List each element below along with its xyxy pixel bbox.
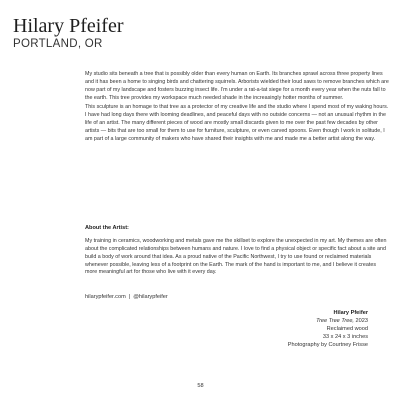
website-link[interactable]: hilarypfeifer.com (85, 294, 126, 300)
about-heading: About the Artist: (85, 225, 129, 231)
caption-dimensions: 33 x 24 x 3 inches (322, 334, 368, 341)
artist-name: Hilary Pfeifer (13, 15, 124, 37)
caption-photo-credit: Photography by Courtney Frisse (287, 342, 368, 349)
caption-material: Reclaimed wood (326, 326, 368, 333)
artist-statement (85, 71, 389, 144)
page-header (13, 15, 124, 50)
artist-location: PORTLAND, OR (13, 38, 103, 50)
social-handle[interactable]: @hilarypfeifer (133, 294, 168, 300)
caption-title: Tree Tree Tree, (316, 318, 354, 325)
contact-separator: | (128, 294, 131, 300)
statement-paragraph: This sculpture is an homage to that tree as a protector of my creative life and the studio where I spend most of my waking hours. I have had long days there with looming deadlines, and peaceful days with no outside concerns — not an unusual rhythm in the life of an artist. The many different pieces of wood are mostly small discards given to me over the past few decades by other artists — bits that are too small for them to use for furniture, sculpture, or even carved spoons. Even though I work in solitude, I am part of a large community of makers who have shared their insights with me and made me a better artist along the way. (85, 104, 389, 142)
contact-line (85, 294, 168, 300)
bio-paragraph: My training in ceramics, woodworking and metals gave me the skillset to explore the unexpected in my art. My themes are often about the complicated relationships between humans and nature. I love to find a physical object or specific fact about a site and build a body of work around that idea. As a proud native of the Pacific Northwest, I try to use found or reclaimed materials whenever possible, leaving less of a footprint on the Earth. The mark of the hand is important to me, and I believe it creates more meaningful art for those who live with it every day. (85, 238, 387, 276)
artist-bio (85, 238, 389, 277)
caption-artist: Hilary Pfeifer (333, 310, 368, 316)
caption-year: 2023 (355, 318, 368, 325)
caption-title-line (288, 317, 368, 325)
statement-paragraph: My studio sits beneath a tree that is possibly older than every human on Earth. Its branches sprawl across three property lines and it has been a home to singing birds and chattering squirrels. Arborists wielded their loud saws to remove branches which are now part of my landscape and fosters buzzing insect life. I’m under a rat-a-tat siege for a month every year when the nuts fall to the earth. This tree provides my workspace much needed shade in the increasingly hotter months of summer. (85, 71, 389, 101)
page-number: 58 (197, 383, 204, 389)
artwork-caption (288, 309, 368, 349)
